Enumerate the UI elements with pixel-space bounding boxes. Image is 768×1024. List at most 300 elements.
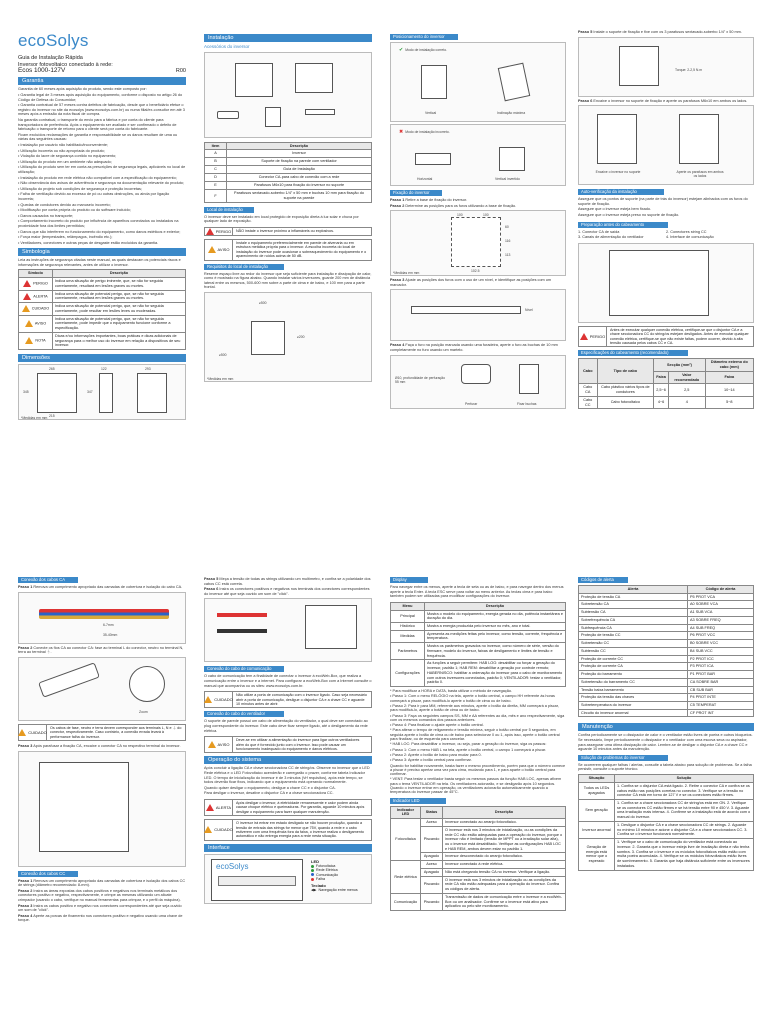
section-fixacao: Fixação do inversor — [390, 190, 442, 196]
table-row — [205, 182, 372, 190]
menu-desc: Mostra os parâmetros gravados no inversor, como número de série, versão do firmware, modelo do inversor, faixas de desligamento e limites de tensão e frequência. — [425, 643, 566, 660]
clearance-figure — [204, 292, 372, 382]
menu-desc: Apresenta as medições feitas pelo inversor, como tensão, corrente, frequência e temperatura. — [425, 630, 566, 642]
garantia-paragraph: • Quedas de condutores devido ao manuseio incorreto; — [18, 202, 111, 207]
ca-connector-zoom — [129, 666, 165, 702]
solucao-text: Se ocorrerem qualquer falhas / alertas, consulte a tabela abaixo para solução de problemas. Se a falha persistir, consulte o suporte técnico. — [578, 762, 752, 772]
bracket-view — [137, 373, 167, 413]
warning-triangle-icon — [22, 305, 30, 312]
local-aviso-box — [204, 239, 372, 261]
oper-text-2: Quando quiser desligar o equipamento, desligue a chave CC e o disjuntor CA. — [204, 785, 336, 790]
bracket-template — [451, 217, 501, 267]
step-text: Aperte as porcas de fixamento nos conectores positivo e negativo usando uma chave de torque. — [18, 913, 183, 923]
table-row — [579, 686, 754, 694]
posic-bad-text: Modo de instalação incorreto. — [405, 130, 450, 134]
column-1 — [18, 30, 186, 420]
alert-code: P2 PROT ICC — [688, 655, 754, 663]
acc-item: F — [205, 190, 227, 202]
alert-code: CF PROT INT — [688, 709, 754, 717]
garantia-paragraph: • Utilização do projeto sob condições de segurança e proteção incorretas; — [18, 186, 142, 191]
menu-h-menu: Menu — [391, 602, 425, 610]
sheet-2 — [0, 575, 768, 1024]
led-group-name: Comunicação — [391, 893, 421, 910]
inverter-dc-inputs — [305, 605, 357, 649]
hammer-image — [519, 364, 539, 394]
acc-item: C — [205, 166, 227, 174]
ca-dim-a: 6-7mm — [103, 622, 114, 627]
alert-code: A0 SOBRE VCA — [688, 601, 754, 609]
perfurar-label: Perfurar — [465, 401, 478, 406]
warning-triangle-icon — [25, 320, 33, 327]
display-text: Para navegar entre os menus, aperte a tecla de seta ou as de baixo, e para navegar dentro dos menus aperte a tecla Enter. A tecla ESC serve para voltar ao menu anterior. As teclas cima e para baixo também podem ser utilizadas para modificar configurações do inversor. — [390, 585, 564, 599]
section-conexao-com: Conexão do cabo de comunicação — [204, 666, 284, 672]
led-dot-icon — [311, 869, 314, 872]
table-row — [391, 610, 566, 622]
clear-unit: *Medidas em mm — [207, 377, 234, 382]
clear-bottom: ≥500 — [219, 353, 227, 358]
column-4 — [578, 30, 754, 409]
cuidado-label: CUIDADO — [205, 820, 233, 840]
table-row — [391, 643, 566, 660]
symbol-cell — [19, 315, 53, 332]
alert-code: CB SUB BAR — [688, 686, 754, 694]
table-row — [579, 640, 754, 648]
spec-cell: Cabo fotovoltaico — [597, 396, 654, 408]
alert-name: Circuito do inversor anormal — [579, 709, 688, 717]
display-note: • Passo 3: Faça os seguintes campos SS, MM e AA referentes ao dia, mês e ano respectivamente, siga com os mesmos comandos dos passos anteriores. — [390, 713, 565, 722]
fix-step-1-text: Retire a base de fixação do inversor. — [405, 198, 468, 202]
inverter-bottom-view — [39, 762, 129, 852]
display-note: * Para alterar o tempo de religamento e tensão mínima, seguir o botão central por 5 segundos, em seguida aperte o botão de cima ou de baixo para selecionar 0 ou 1, após isso, aperte o botão central para finalizar, ou de esquerda para cancelar. — [390, 728, 560, 742]
alert-name: Subtensão CA — [579, 609, 688, 617]
alert-name: Sobretensão CC — [579, 640, 688, 648]
warning-triangle-icon — [204, 826, 212, 833]
step-text: Remova um comprimento apropriado das camadas de cobertura e isolação dos cabos CC de strings (diâmetro recomendado: 8-mm). — [18, 878, 186, 888]
garantia-text — [18, 87, 186, 245]
display-notes — [390, 689, 566, 795]
prep-danger-text: Antes de executar qualquer conexão elétrica, certifique-se que o disjuntor CA e a chave seccionadora CC do string/os estejam desligados. Antes de executar qualquer conexão elétrica, certifique-se que não existe faltas, podem ocorrer, devido à alta tensão causada pelos cabos CC e CA. — [610, 327, 749, 345]
table-row — [579, 709, 754, 717]
com-text: O cabo de comunicação tem a finalidade de conectar o inversor à ecoWeb-Box, que realiza a comunicação entre o inversor e a internet. Para configurar a ecoWeb-Box com a Internet consulte o manual que acompanha ou os sites: www.ecosolys.com.br. — [204, 674, 372, 688]
check-icon: ✔ — [399, 47, 404, 53]
section-codigos: Códigos de alerta — [578, 577, 628, 583]
ca-step-1-text: Remova um comprimento apropriado das camadas de cobertura e isolação do cabo CA. — [33, 585, 183, 589]
table-row — [579, 624, 754, 632]
oper-cuidado-text: O inversor irá entrar em estado desligado se não houver produção, quando a tensão de entrada das strings for menor que 75V, quando a rede e o cabo estiverem com uma frequência fora da faixa, o inversor realiza o desligamento automático e não entrega energia para a rede nesta situação. — [236, 821, 364, 839]
doc-revision: R00 — [175, 68, 186, 75]
symbol-label: AVISO — [34, 321, 47, 326]
table-row — [579, 799, 754, 821]
fix-step-4-num: Passo 4 — [390, 343, 405, 348]
table-row — [579, 821, 754, 838]
acc-header-desc: Descrição — [227, 142, 372, 150]
dim-unit-note: *Medidas em mm — [21, 416, 48, 421]
symbol-label: CUIDADO — [31, 306, 50, 311]
posic-incl-label: Inclinação máxima — [497, 111, 526, 115]
local-danger-text: NÃO instale o inversor próximo a inflamáveis ou explosivos. — [236, 229, 334, 234]
table-row — [579, 839, 754, 870]
symbol-cell — [19, 290, 53, 302]
fix-step-4-text: Faça o furo na posição marcada usando uma furadeira, aperte o furo as buchas de 10 mm completamente no furo usando um martelo. — [390, 343, 558, 352]
cross-icon: ✖ — [399, 129, 404, 135]
table-row — [391, 660, 566, 687]
led-h-status: Status — [421, 806, 443, 818]
column-2 — [204, 34, 372, 382]
acc-header-item: Item — [205, 142, 227, 150]
cc-step-6-text: Insira os conectores positivos e negativos nos terminais dos conectores correspondentes do inversor até que seja ouvido um som de "click". — [204, 587, 370, 596]
table-row — [19, 290, 186, 302]
cc-step-5-text: Meça a tensão de todas as strings utilizando um multímetro, e confira se a polaridade dos cabos CC está correta. — [204, 577, 371, 586]
list-text: Assegure que o inversor esteja preso no suporte de fixação. — [578, 212, 680, 217]
symbol-desc: Indica uma situação de potencial perigo, que, se não for seguida corretamente, pode impedir que o equipamento funcione conforme a especificação. — [53, 315, 186, 332]
fix-bottom: 102.5 — [471, 269, 480, 274]
led-status: Piscando — [421, 826, 443, 853]
column-6 — [204, 577, 372, 904]
torque-label: Torque: 2-2,5 N.m — [675, 67, 703, 72]
alert-name: Sobretemperatura do inversor — [579, 702, 688, 710]
symbol-desc: Indica uma situação de potencial perigo, que, se não for seguida corretamente, resultará em lesões graves ou mortes. — [53, 290, 186, 302]
led-dot-icon — [311, 878, 314, 881]
spec-sub-faixa2: Faixa — [705, 371, 753, 383]
alert-name: Sobretensão CA — [579, 601, 688, 609]
alerta-label: ALERTA — [205, 800, 233, 815]
sol-situacao: Sem geração — [579, 799, 615, 821]
led-legend-label: Rede Elétrica — [316, 868, 338, 873]
drill-figure — [390, 355, 566, 409]
manut-text: Confira periodicamente se o dissipador de calor e o ventilador estão livres de poeira e outros bloqueios. Se necessário, limpe periodicamente o dissipador e o ventilador com uma escova seca ou aspirador, para assegurar uma ótima dissipação de calor. Lembre-se de desligar o disjuntor CA e a chave CC e aguarde 10 minutos antes da manutenção. — [578, 733, 753, 752]
alert-name: Proteção de corrente CC — [579, 655, 688, 663]
vent-aviso-box — [204, 736, 372, 753]
acc-desc: Parafusos sextavado-soberbo 1/4" x 50 mm e buchas 10 mm para fixação do suporte na parede — [227, 190, 372, 202]
garantia-paragraph: • Danos causados no transporte; — [18, 213, 74, 218]
warning-triangle-icon — [208, 741, 216, 748]
spec-cell: Cabo CC — [579, 396, 598, 408]
fix-step-3-num: Passo 3 — [390, 278, 405, 283]
section-operacao: Operação do sistema — [204, 756, 372, 764]
oper-cuidado-box — [204, 819, 372, 841]
led-desc: Não está chegando tensão CA no inversor. Verifique a ligação. — [443, 868, 566, 876]
oper-text-1: Após concluir a ligação CA e chave seccionadora CC de string/os. Observe no inversor que o LED Rede elétrica e o LED Fotovoltaico acenderão e carregarão o prazer, conforme tabela Indicador LED. O tempo de inicialização do inversor é de 3 minutos (Vrf requisitos), após este tempo, se todos deverão ficar fixos, indicando que o equipamento está operando normalmente. — [204, 766, 370, 785]
alert-name: Sobrefrequência CA — [579, 616, 688, 624]
alert-code: P1 PROT BAR — [688, 671, 754, 679]
com-cuidado-text: Não utilize a porta de comunicação com o inversor ligado. Caso seja necessário abrir a porta de comunicação, desligue o disjuntor CA e a chave CC e aguarde 10 minutos antes de abrir. — [236, 693, 367, 706]
fix-step-2-num: Passo 2 — [390, 203, 405, 208]
spec-cell: Cabo CA — [579, 384, 598, 396]
column-7 — [390, 577, 566, 911]
inverter-on-bracket — [597, 114, 637, 164]
section-interface: Interface — [204, 844, 372, 852]
led-group-name: Rede elétrica — [391, 861, 421, 894]
list-item — [18, 904, 186, 913]
spec-cell: 2,5~6 — [654, 384, 669, 396]
garantia-paragraph: • Utilização incorreta ou não apropriada do produto; — [18, 148, 105, 153]
list-item: 1. Conector CA de saída — [578, 229, 620, 234]
fix-step-5-num: Passo 5 — [578, 30, 593, 34]
simbologia-intro: Leia as instruções de segurança citadas neste manual, as quais destacam os potenciais riscos e informações de segurança relevantes, antes de utilizar o inversor. — [18, 258, 181, 267]
step-text: Insira os cabos positivo e negativo nos conectores correspondentes até que seja ouvido um som de "click". — [18, 903, 182, 913]
dimensions-figure — [18, 364, 186, 420]
list-item: 2. Conectores string CC — [666, 229, 707, 234]
ca-step-3-num: Passo 3 — [18, 744, 33, 748]
cc-step-6-num: Passo 6 — [204, 587, 219, 592]
garantia-paragraph: Na garantia contratual, o transporte do envio para a fábrica e por conta do cliente para transportadora de preferência. Após o equipamento ser avaliado e ser confirmado o defeito de fabricação o transporte de retorno para o cliente será por conta do fabricante. — [18, 118, 177, 132]
warning-triangle-icon — [25, 337, 33, 344]
led-group-name: Fotovoltaica — [391, 819, 421, 861]
zoom-label: Zoom — [139, 709, 148, 714]
warning-triangle-icon — [208, 246, 216, 253]
warning-triangle-icon — [204, 696, 212, 703]
list-text: Assegure que os pontos de suporte (na parte de trás do inversor) estejam alinhados com os furos do suporte de fixação. — [578, 197, 748, 206]
inverter-vertical — [421, 65, 447, 99]
alert-code: P5 PROT VCA — [688, 593, 754, 601]
acc-desc: Guia de Instalação — [227, 166, 372, 174]
local-danger-box — [204, 227, 372, 236]
inverter-image — [235, 63, 273, 97]
table-row — [579, 601, 754, 609]
posic-h-label: Horizontal — [417, 177, 433, 181]
cc-positive-cable — [217, 613, 267, 617]
aviso-label: AVISO — [205, 240, 233, 260]
fix-h1: 60 — [505, 225, 509, 230]
spec-h-cabo: Cabo — [579, 359, 598, 384]
garantia-paragraph: • Utilização do produto em um ambiente não adequado; — [18, 159, 112, 164]
acc-item: A — [205, 150, 227, 158]
alert-name: Proteção de corrente CA — [579, 663, 688, 671]
section-local: Local de instalação — [204, 207, 254, 213]
display-note: • Passo 4: Para finalizar o ajuste aperte o botão central. — [390, 723, 484, 728]
symbol-cell — [19, 303, 53, 315]
spec-cell: Cabo plástico vários tipos de condutores — [597, 384, 654, 396]
simbologia-header-desc: Descrição — [53, 270, 186, 278]
led-title: LED — [311, 858, 319, 864]
garantia-paragraph: • Ventiladores, conectores e outras peças de desgaste estão excluídos da garantia. — [18, 240, 159, 245]
garantia-paragraph: • Não observância dos avisos de advertência e segurança na documentação relevante do produto; — [18, 181, 184, 186]
display-note: Quando for habilitar novamente, basta fazer o mesmo procedimento, porém para que o número comece a piscar é preciso apertar uma vez para cima, mudando para 1, e para aparte o botão central para confirmar. — [390, 763, 566, 777]
cuidado-label: CUIDADO — [19, 725, 47, 740]
dim-width: 265 — [49, 367, 55, 372]
autoverif-list — [578, 197, 754, 217]
garantia-paragraph: • Modificação por conta própria do produto ou do software incluído; — [18, 208, 131, 213]
cc-plug-figure — [204, 598, 372, 662]
doc-subtitle-2: Inversor fotovoltaico conectado à rede: — [18, 61, 113, 68]
inverter-inclined — [498, 63, 531, 102]
warning-triangle-icon — [23, 280, 31, 287]
cc-negative-cable — [217, 629, 267, 633]
dim-height: 345 — [23, 390, 29, 395]
dim-depth: 122 — [101, 367, 107, 372]
table-row — [19, 315, 186, 332]
alert-h-alerta: Alerta — [579, 586, 688, 594]
warning-triangle-icon — [18, 729, 26, 736]
posic-vi-label: Vertical invertido — [495, 177, 520, 181]
table-row — [391, 630, 566, 642]
display-note: • Passo 3: Aperte o botão central para confirmar. — [390, 758, 472, 763]
ca-connector-exploded — [38, 662, 100, 698]
table-row — [391, 819, 566, 827]
acc-desc: Parafusos M6x10 para fixação do inversor no suporte — [227, 182, 372, 190]
step-text: Insira as áreas expostas dos cabos positivos e negativos nos terminais metálicos dos conectores positivo e negativo, respectivamente, e crimpe as mesmas utilizando um alicate crimpador (usando o cabo, verifique no manual ferramentas para crimpar, e o perfil da máquina). — [18, 888, 181, 902]
table-row — [579, 609, 754, 617]
bracket-mount-figure — [578, 37, 754, 97]
section-garantia: Garantia — [18, 77, 186, 85]
column-3 — [390, 34, 566, 409]
spec-sub-faixa: Faixa — [654, 371, 669, 383]
spec-cell: 2,5 — [668, 384, 705, 396]
alert-name: Proteção de tensão CC — [579, 632, 688, 640]
ca-step-2-text: Conecte os fios CA ao conector CA: fase ao terminal L do conector, neutro no terminal N, terra ao terminal ⏚. — [18, 645, 184, 655]
local-aviso-text: Instale o equipamento preferencialmente em parede de alvenaria ou em estrutura metálica própria para o inversor. A escolha incorreta do local de instalação do inversor pode ocasionar o sobreaquecimento do equipamento e o aparecimento de ruídos acima de 50 dB. — [236, 241, 367, 259]
ca-cable — [39, 609, 169, 619]
ac-connector-image — [217, 111, 239, 119]
garantia-paragraph: • Danos que são interferem no funcionamento do equipamento, como danos estéticos e exterior; — [18, 229, 181, 234]
dim-base: 215 — [49, 414, 55, 419]
list-item — [578, 207, 754, 212]
alert-code: P3 PROT ICA — [688, 663, 754, 671]
fix-step-2-text: Determine as posições para os furos utilizando a base de fixação. — [405, 203, 517, 208]
section-especificacoes: Especificações do cabeamento (recomendado) — [578, 350, 688, 356]
spec-cell: 4 — [668, 396, 705, 408]
alert-code: B0 SOBRE VCC — [688, 640, 754, 648]
ca-cable-figure — [18, 592, 186, 644]
alert-code: B4 SUB VCC — [688, 647, 754, 655]
led-table — [390, 806, 566, 911]
garantia-paragraph: • Comportamento incorreto do produto por influência de aparelhos conectados ou instalados na proximidade fora dos limites permitidos; — [18, 219, 179, 228]
alert-code: A3 SOBRE FREQ — [688, 616, 754, 624]
aviso-label: AVISO — [205, 737, 233, 752]
vent-aviso-text: Deve-se em utilizar a alimentação do inversor para ligar outros ventiladores além do que é fornecido junto com o inversor. Isso pode causar um funcionamento inadequado do equipamento e danos elétricos. — [236, 738, 360, 751]
section-conexao-vent: Conexão do cabo do ventilador — [204, 711, 284, 717]
garantia-paragraph: • Falha de ventilação devido ao excesso de pó ou outras obstruções, ou ainda por ligação incorreta; — [18, 192, 170, 201]
display-note: • Passo 2: Para ir para MM, referente aos minutos, aperte o botão da direita, MM começará a piscar, para modificá-lo, aperte o botão de cima ou de baixo. — [390, 703, 559, 713]
section-instalacao: Instalação — [204, 34, 372, 42]
table-row — [579, 396, 754, 408]
dim-bracket: 293 — [145, 367, 151, 372]
warning-triangle-icon — [23, 293, 31, 300]
step-number: Passo 4 — [18, 913, 33, 918]
garantia-paragraph: • Garantia legal de 3 meses após aquisição do equipamento, conforme o disposto no artigo 26 do Código de Defesa do Consumidor; — [18, 93, 183, 102]
level-figure — [390, 289, 566, 341]
symbol-desc: Indica uma situação de perigo iminente, que, se não for seguida corretamente, resultará em lesões graves ou mortes. — [53, 278, 186, 290]
table-row — [205, 158, 372, 166]
column-8 — [578, 577, 754, 871]
buchas-label: Fixar buchas — [517, 401, 537, 406]
ca-cuidado-box — [18, 724, 186, 741]
garantia-paragraph: Garantia de 60 meses após aquisição do produto, sendo este composto por: — [18, 87, 147, 92]
keypad-title: Teclado — [311, 882, 326, 888]
alert-code: C5 TEMPERAT — [688, 702, 754, 710]
correct-position-figure — [390, 42, 566, 122]
alert-table — [578, 585, 754, 717]
warning-triangle-icon — [206, 804, 214, 811]
symbol-cell — [19, 332, 53, 349]
spec-table — [578, 358, 754, 409]
prep-danger-box — [578, 326, 754, 348]
led-dot-icon — [311, 865, 314, 868]
table-row — [579, 678, 754, 686]
warning-triangle-icon — [580, 333, 588, 340]
bracket-image — [295, 63, 333, 93]
menu-h-desc: Descrição — [425, 602, 566, 610]
spec-cell: 10~14 — [705, 384, 753, 396]
display-note: • Passo 2: Aperte o botão de baixo para mudar para 0. — [390, 752, 482, 757]
led-status: Apagado — [421, 868, 443, 876]
alert-name: Subfrequência CA — [579, 624, 688, 632]
alert-code: P6 PROT VCC — [688, 632, 754, 640]
table-row — [205, 166, 372, 174]
led-legend-label: Falha — [316, 877, 325, 882]
section-dimensoes: Dimensões — [18, 354, 186, 362]
ca-step-1-num: Passo 1 — [18, 585, 33, 589]
oper-text-3: Para desligar o inversor, desative o disjuntor CA e a chave seccionadora CC. — [204, 791, 334, 796]
level-label: Nível — [525, 308, 533, 313]
table-row — [579, 632, 754, 640]
table-row — [579, 384, 754, 396]
led-status: Apagado — [421, 853, 443, 861]
led-desc: O inversor está nos 3 minutos de inicialização, ou as condições da rede CC não estão adequadas para a operação do inversor, porque o inversor não é limitado (tensão de MPPT ou a irradiação solar alta), ou o inversor está desabilitado. Verifique as configurações HAB LOC e HAB REM, ambos devem estar no padrão 1. — [443, 826, 566, 853]
alert-name: Proteção do barramento — [579, 671, 688, 679]
inverter-side — [99, 373, 113, 413]
menu-name: Configurações — [391, 660, 425, 687]
ca-cuidado-text: Os cabos de fase, neutro e terra devem corresponder aos terminais L, N e ⏚ do conector, respectivamente. Caso contrário, a conexão errada levará à performance falha do inversor. — [50, 725, 182, 739]
section-manutencao: Manutenção — [578, 723, 754, 731]
table-row — [579, 616, 754, 624]
list-item — [18, 879, 186, 888]
danger-label: PERIGO — [205, 228, 233, 235]
table-row — [579, 655, 754, 663]
inverter-front — [37, 373, 77, 413]
sol-solucao: 1. Confira se o disjuntor CA está ligado. 2. Retire o conector CA e confira se os cabos estão nas posições corretas no conector. 3. Verifique se a tensão no conector CA está em torno de 127 V e se os conectores estão firmes. — [615, 782, 754, 799]
cc-step-5-num: Passo 5 — [204, 577, 219, 581]
ca-dim-b: 35-40mm — [103, 632, 118, 637]
accessories-figure — [204, 52, 372, 138]
cuidado-label: CUIDADO — [205, 692, 233, 707]
symbol-label: PERIGO — [33, 281, 48, 286]
led-legend — [311, 864, 358, 882]
fix-w1: 100 — [457, 213, 463, 218]
table-row — [19, 278, 186, 290]
garantia-paragraph: • Violação do lacre de segurança contido no equipamento; — [18, 154, 117, 159]
sub-acessorios: Acessórios do inversor — [204, 44, 250, 49]
step-number: Passo 1 — [18, 878, 33, 883]
inverter-mount-figure — [578, 105, 754, 185]
table-row — [579, 782, 754, 799]
led-dot-icon — [311, 873, 314, 876]
list-item: 4. Interface de comunicação — [666, 235, 714, 240]
led-h-desc: Descrição — [443, 806, 566, 818]
front-panel — [211, 859, 303, 901]
ca-plug-figure — [18, 751, 186, 867]
solucao-table — [578, 774, 754, 870]
drilling-template-figure — [390, 210, 566, 276]
simbologia-header-symbol: Símbolo — [19, 270, 53, 278]
section-preparacao: Preparação antes do cabeamento — [578, 222, 668, 228]
garantia-paragraph: Ficam excluídos reclamações de garantia e responsabilidade se os danos resultam de uma ou várias das seguintes causas: — [18, 132, 178, 142]
led-status: Aceso — [421, 861, 443, 869]
level-tool — [411, 306, 521, 314]
drill-label: Ø10, profundidade de perfuração 55 mm — [395, 375, 445, 384]
spec-sub-valor: Valor recomendado — [668, 371, 705, 383]
led-legend-label: Fotovoltaica — [316, 863, 336, 868]
wrong-position-figure — [390, 124, 566, 186]
fix-step-5-text: Instale o suporte de fixação e fixe com os 3 parafusos sextavado-soberbo 1/4" x 50 mm. — [593, 30, 742, 34]
led-legend-label: Comunicação — [316, 872, 338, 877]
guide-image — [265, 107, 281, 127]
posic-ok-text: Modo de instalação correto. — [405, 48, 448, 52]
led-legend-item — [311, 877, 358, 881]
sol-h-sit: Situação — [579, 775, 615, 783]
column-5 — [18, 577, 186, 924]
table-row — [205, 190, 372, 202]
